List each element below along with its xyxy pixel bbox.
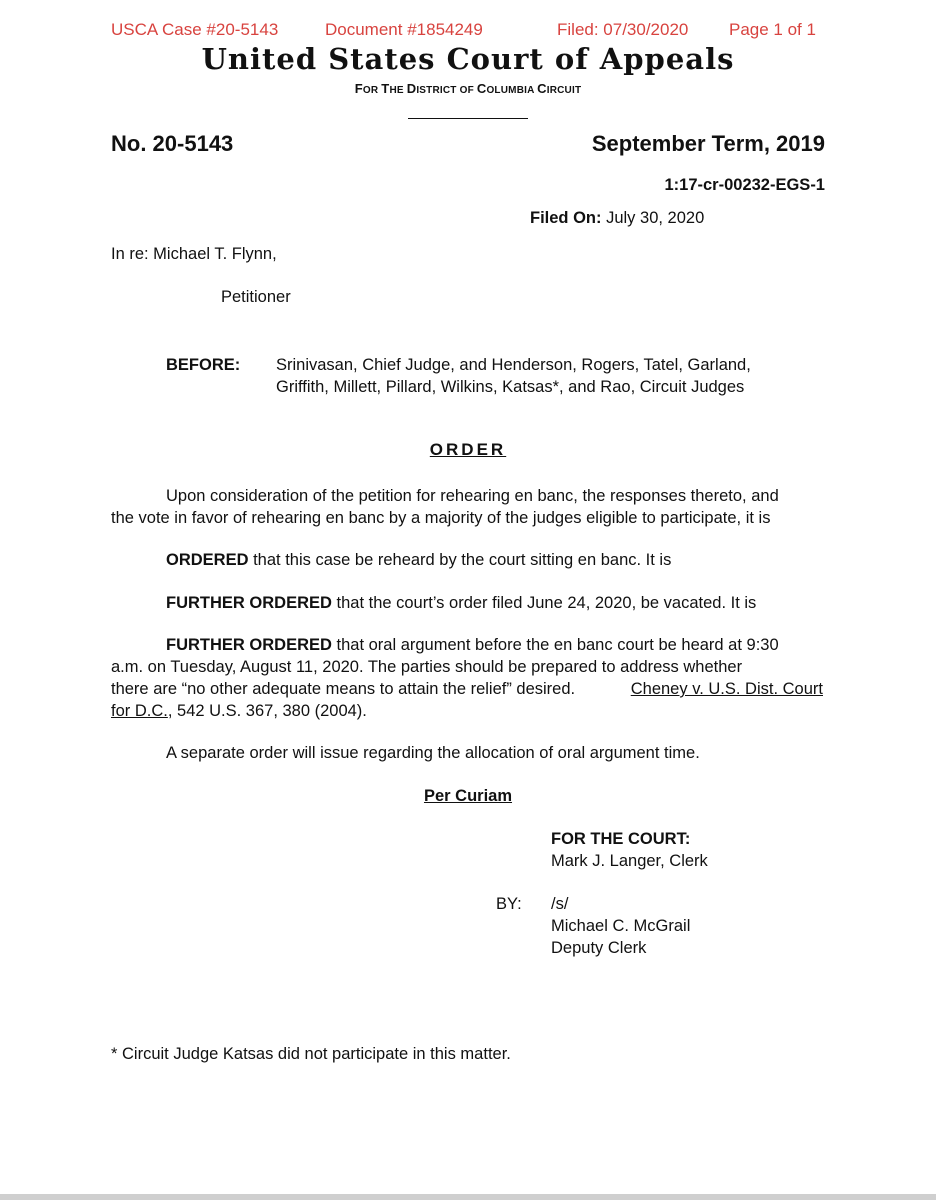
filed-on-label: Filed On:	[530, 209, 602, 227]
court-term: September Term, 2019	[591, 131, 825, 156]
footnote: * Circuit Judge Katsas did not participate in this matter.	[111, 1045, 511, 1063]
case-citation-part1: Cheney v. U.S. Dist. Court	[630, 680, 823, 698]
header-page-number: Page 1 of 1	[729, 20, 816, 39]
case-number: No. 20-5143	[111, 131, 234, 156]
order-paragraph-4-line4: for D.C., 542 U.S. 367, 380 (2004).	[111, 702, 367, 720]
deputy-clerk-name: Michael C. McGrail	[551, 917, 691, 935]
case-citation-part2: for D.C.	[111, 702, 168, 720]
signature-mark: /s/	[551, 895, 569, 913]
order-paragraph-2: ORDERED that this case be reheard by the court sitting en banc. It is	[166, 551, 672, 569]
header-filed-date: Filed: 07/30/2020	[557, 20, 689, 39]
order-paragraph-1-line2: the vote in favor of rehearing en banc by a majority of the judges eligible to participate, it is	[111, 509, 771, 527]
court-title: United States Court of Appeals	[201, 42, 735, 76]
before-judges-line1: Srinivasan, Chief Judge, and Henderson, Rogers, Tatel, Garland,	[276, 356, 751, 374]
heading-divider	[408, 118, 528, 119]
filed-on	[530, 207, 704, 229]
order-paragraph-4-line1: FURTHER ORDERED that oral argument before the en banc court be heard at 9:30	[166, 636, 779, 654]
deputy-clerk-title: Deputy Clerk	[551, 939, 647, 957]
page-bottom-edge	[0, 1194, 936, 1200]
header-case-number: USCA Case #20-5143	[111, 20, 279, 39]
clerk-name: Mark J. Langer, Clerk	[551, 852, 708, 870]
docket-number: 1:17-cr-00232-EGS-1	[664, 176, 825, 194]
header-document-number: Document #1854249	[325, 20, 483, 39]
before-label: BEFORE:	[166, 356, 241, 374]
order-title: ORDER	[429, 440, 507, 459]
order-paragraph-5: A separate order will issue regarding the allocation of oral argument time.	[166, 744, 700, 762]
order-paragraph-3: FURTHER ORDERED that the court’s order filed June 24, 2020, be vacated. It is	[166, 594, 757, 612]
for-the-court-label: FOR THE COURT:	[551, 830, 691, 848]
filed-on-date: July 30, 2020	[606, 209, 705, 227]
in-re-party: In re: Michael T. Flynn,	[111, 245, 277, 263]
by-label: BY:	[496, 895, 522, 913]
order-paragraph-4-line2: a.m. on Tuesday, August 11, 2020. The parties should be prepared to address whether	[111, 658, 743, 676]
order-paragraph-4-line3: there are “no other adequate means to attain the relief” desired. Cheney v. U.S. Dist. Court	[111, 680, 823, 698]
order-paragraph-1-line1: Upon consideration of the petition for rehearing en banc, the responses thereto, and	[166, 487, 779, 505]
per-curiam: Per Curiam	[423, 787, 513, 805]
court-subtitle: FOR THE DISTRICT OF COLUMBIA CIRCUIT	[354, 81, 582, 96]
petitioner-label: Petitioner	[221, 288, 291, 306]
before-judges-line2: Griffith, Millett, Pillard, Wilkins, Katsas*, and Rao, Circuit Judges	[276, 378, 745, 396]
